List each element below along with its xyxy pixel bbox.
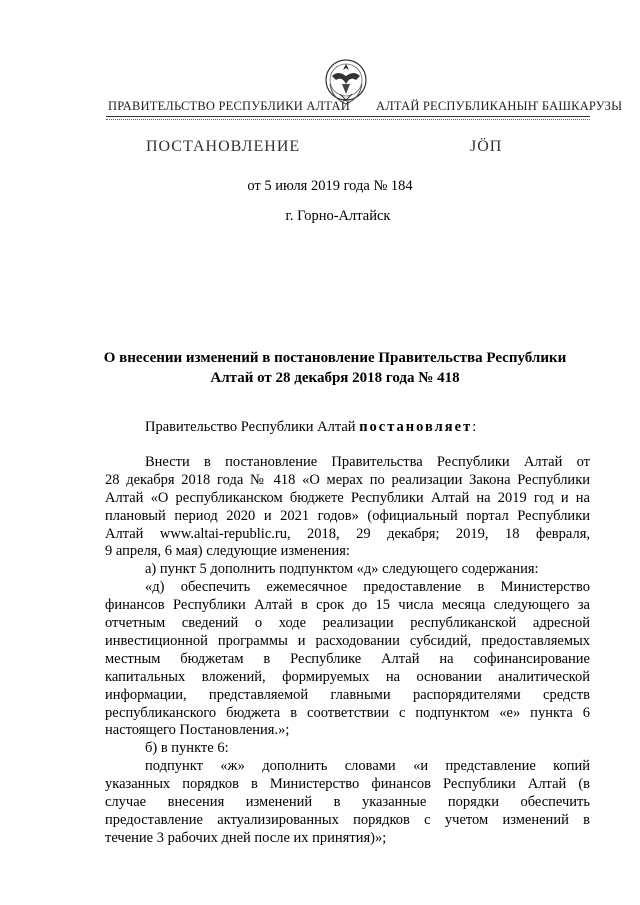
body-line: информации, представляемой главными распорядителями средств	[105, 686, 590, 703]
body-line: 28 декабря 2018 года № 418 «О мерах по реализации Закона Республики	[105, 471, 590, 488]
body-line: 9 апреля, 6 мая) следующие изменения:	[105, 543, 350, 560]
document-city: г. Горно-Алтайск	[285, 208, 391, 224]
body-line: подпункт «ж» дополнить словами «и представление копий	[145, 758, 590, 775]
body-line: отчетным сведений о ходе реализации республиканской адресной	[105, 615, 590, 632]
body-line: инвестиционной программы и расходовании субсидий, предоставляемых	[105, 632, 590, 649]
body-line: Алтай «О республиканском бюджете Республики Алтай на 2019 год и на	[105, 489, 590, 506]
document-heading	[100, 348, 570, 388]
body-line: капитальных вложений, формируемых на основании аналитической	[105, 668, 590, 685]
body-line: республиканского бюджета в соответствии с подпунктом «е» пункта 6	[105, 704, 590, 721]
body-line: Алтай www.altai-republic.ru, 2018, 29 декабря; 2019, 18 февраля,	[105, 525, 590, 542]
org-name-russian: ПРАВИТЕЛЬСТВО РЕСПУБЛИКИ АЛТАЙ	[108, 99, 350, 113]
body-line: течение 3 рабочих дней после их принятия)»;	[105, 829, 387, 846]
document-body	[105, 454, 590, 848]
heading-line-2: Алтай от 28 декабря 2018 года № 418	[210, 370, 460, 386]
body-line: настоящего Постановления.»;	[105, 722, 290, 739]
heading-line-1: О внесении изменений в постановление Правительства Республики	[103, 350, 567, 366]
body-line: финансов Республики Алтай в срок до 15 числа месяца следующего за	[105, 597, 590, 614]
org-name-altai: АЛТАЙ РЕСПУБЛИКАНЫҤ БАШКАРУЗЫ	[376, 99, 623, 113]
document-date-number: от 5 июля 2019 года № 184	[247, 178, 413, 194]
body-line: местным бюджетам в Республике Алтай на софинансирование	[105, 650, 590, 667]
body-line: случае внесения изменений в указанные порядки обеспечить	[105, 793, 590, 810]
enacting-verb: постановляет	[359, 419, 473, 435]
enacting-prefix: Правительство Республики Алтай	[145, 419, 360, 435]
body-line: а) пункт 5 дополнить подпунктом «д» следующего содержания:	[145, 561, 539, 578]
enacting-suffix: :	[472, 419, 477, 435]
body-line: указанных порядков в Министерство финансов Республики Алтай (в	[105, 776, 590, 793]
doc-type-russian: ПОСТАНОВЛЕНИЕ	[146, 138, 301, 155]
body-line: предоставление актуализированных порядков с учетом изменений в	[105, 811, 590, 828]
doc-type-altai: ЈӦП	[470, 138, 503, 155]
enacting-clause	[105, 419, 590, 437]
body-line: Внести в постановление Правительства Республики Алтай от	[145, 454, 590, 470]
header-divider-dotted	[106, 119, 590, 120]
body-line: плановый период 2020 и 2021 годов» (официальный портал Республики	[105, 507, 590, 524]
body-line: б) в пункте 6:	[145, 740, 229, 757]
header-divider	[106, 116, 590, 117]
body-line: «д) обеспечить ежемесячное предоставление в Министерство	[145, 579, 590, 596]
